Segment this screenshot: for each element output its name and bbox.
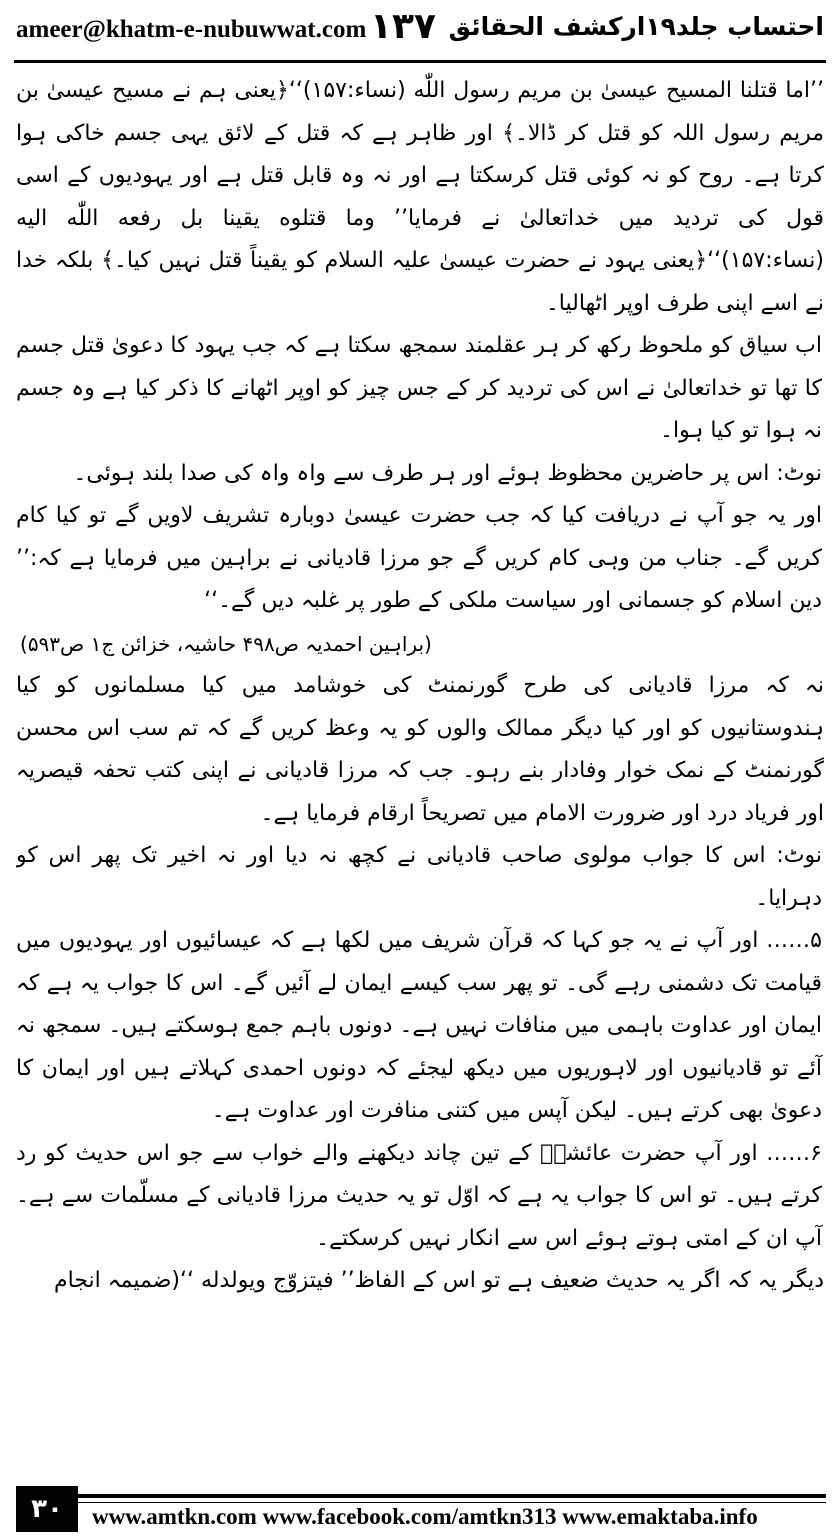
footer-rule-thick <box>78 1494 826 1498</box>
footer-links: www.amtkn.com www.facebook.com/amtkn313 www.emaktaba.info <box>92 1504 758 1529</box>
paragraph-second-coming: اور یہ جو آپ نے دریافت کیا کہ جب حضرت عیسیٰ دوبارہ تشریف لاویں گے تو کیا کام کریں گے۔ جناب من وہی کام کریں گے جو مرزا قادیانی نے براہین میں فرمایا ہے کہ:’’ دین اسلام کو جسمانی اور سیاست ملکی کے طور پر غلبہ دیں گے۔‘‘ <box>16 503 822 613</box>
paragraph-hadith-words: دیگر یہ کہ اگر یہ حدیث ضعیف ہے تو اس کے الفاظ’’ فیتزوّج ویولدله ‘‘(ضمیمہ انجام <box>54 1268 824 1293</box>
footer-rule-thin <box>78 1502 826 1503</box>
citation-reference: (براہین احمدیہ ص۴۹۸ حاشیہ، خزائن ج۱ ص۵۹۳) <box>20 631 432 656</box>
paragraph-quran-verse: ’’اما قتلنا المسیح عیسیٰ بن مریم رسول اللّٰه (نساء:۱۵۷)‘‘﴿یعنی ہم نے مسیح عیسیٰ بن مریم رسول اللہ کو قتل کر ڈالا۔﴾ اور ظاہر ہے کہ قتل کے لائق یہی جسم خاکی ہوا کرتا ہے۔ روح کو نہ کوئی قتل کرسکتا ہے اور نہ وہ قابل قتل ہے اور یہودیوں کے اسی قول کی تردید میں خداتعالیٰ نے فرمایا’’ وما قتلوه یقینا بل رفعه اللّٰه الیه (نساء:۱۵۷)‘‘﴿یعنی یہود نے حضرت عیسیٰ علیہ السلام کو یقیناً قتل نہیں کیا۔﴾ بلکہ خدا نے اسے اپنی طرف اوپر اٹھالیا۔ <box>16 78 824 316</box>
page-header <box>0 0 840 60</box>
paragraph-point-6: ۶…… اور آپ حضرت عائشہؓ کے تین چاند دیکھنے والے خواب سے جو اس حدیث کو رد کرتے ہیں۔ تو اس کا جواب یہ ہے کہ اوّل تو یہ حدیث مرزا قادیانی کے مسلّمات سے ہے۔ آپ ان کے امتی ہوتے ہوئے اس سے انکار نہیں کرسکتے۔ <box>16 1140 822 1251</box>
paragraph-government: نہ کہ مرزا قادیانی کی طرح گورنمنٹ کی خوشامد میں کیا مسلمانوں کو کیا ہندوستانیوں کو اور کیا دیگر ممالک والوں کو یہ وعظ کریں گے کہ تم سب اس محسن گورنمنٹ کے نمک خوار وفادار بنے رہو۔ جب کہ مرزا قادیانی نے اپنی کتب تحفہ قیصریہ اور فریاد درد اور ضرورت الامام میں تصریحاً ارقام فرمایا ہے۔ <box>16 673 824 826</box>
paragraph-note-audience: نوٹ: اس پر حاضرین محظوظ ہوئے اور ہر طرف سے واہ واہ کی صدا بلند ہوئی۔ <box>73 460 822 486</box>
header-page-number: ۱۳۷ <box>370 6 436 47</box>
header-divider <box>14 60 826 63</box>
header-email: ameer@khatm-e-nubuwwat.com <box>16 16 367 43</box>
paragraph-point-5: ۵…… اور آپ نے یہ جو کہا کہ قرآن شریف میں لکھا ہے کہ عیسائیوں اور یہودیوں میں قیامت تک دشمنی رہے گی۔ تو پھر سب کیسے ایمان لے آئیں گے۔ اس کا جواب یہ ہے کہ ایمان اور عداوت باہمی میں منافات نہیں ہے۔ دونوں باہم جمع ہوسکتے ہیں۔ سمجھ نہ آئے تو قادیانیوں اور لاہوریوں میں دیکھ لیجئے کہ دونوں احمدی کہلاتے ہیں اور ایمان کا دعویٰ بھی کرتے ہیں۔ لیکن آپس میں کتنی منافرت اور عداوت ہے۔ <box>16 928 822 1123</box>
page-footer <box>0 1486 840 1540</box>
header-book-title: احتساب جلد۱۹ارکشف الحقائق <box>448 12 824 41</box>
paragraph-context-argument: اب سیاق کو ملحوظ رکھ کر ہر عقلمند سمجھ سکتا ہے کہ جب یہود کا دعویٰ قتل جسم کا تھا تو خداتعالیٰ نے اس کی تردید کر کے جس چیز کو اوپر اٹھانے کا ذکر کیا ہے وہ جسم نہ ہوا تو کیا ہوا۔ <box>16 333 822 443</box>
paragraph-note-no-answer: نوٹ: اس کا جواب مولوی صاحب قادیانی نے کچھ نہ دیا اور نہ اخیر تک پھر اس کو دہرایا۔ <box>16 843 822 911</box>
footer-page-number: ۳۰ <box>16 1486 78 1532</box>
page-body <box>16 70 824 1460</box>
